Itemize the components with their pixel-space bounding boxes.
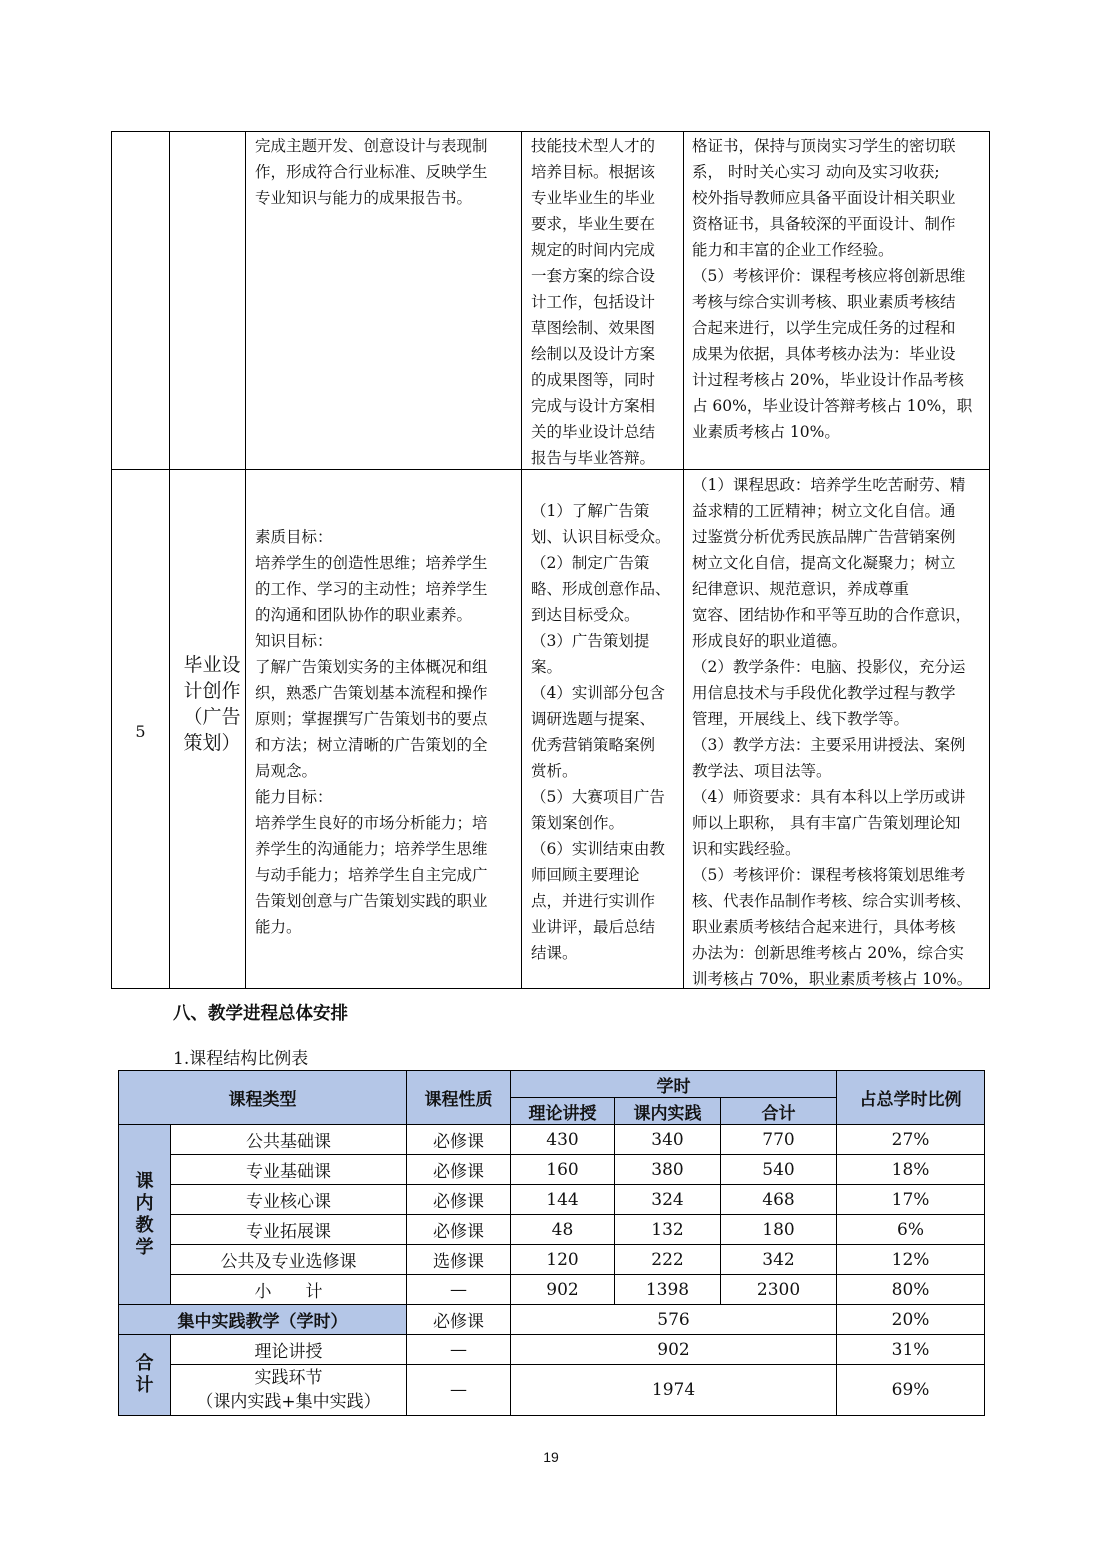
text-line: 的成果图等，同时 [531,371,656,389]
text-line: 报告与毕业答辩。 [531,449,656,467]
header-theory: 理论讲授 [511,1098,615,1125]
table-row [119,1155,985,1185]
cell-nature: 必修课 [407,1155,511,1185]
text-line: 知识目标： [255,632,333,650]
text-line: 点，并进行实训作 [531,892,656,910]
row-b-goals [255,524,517,940]
text-line: 计过程考核占 20%，毕业设计作品考核 [692,371,964,389]
text-line: 草图绘制、效果图 [531,319,656,337]
cell-nature: 必修课 [407,1215,511,1245]
text-line: 业讲评，最后总结 [531,918,656,936]
cell-nature: — [407,1335,511,1365]
text-line: 素质目标： [255,528,333,546]
cell-theory: 144 [511,1185,615,1215]
text-line: 略、形成创意作品、 [531,580,671,598]
page-number: 19 [543,1449,559,1465]
cell-type: 理论讲授 [171,1335,407,1365]
text-line: 系， 时时关心实习 动向及实习收获; [692,163,940,181]
text-line: 专业知识与能力的成果报告书。 [255,189,473,207]
text-line: 与动手能力；培养学生自主完成广 [255,866,488,884]
in-class-group-label: 课内教学 [119,1125,171,1305]
cell-hours: 902 [511,1335,837,1365]
cell-nature: — [407,1365,511,1416]
table-row [119,1185,985,1215]
section-heading: 八、教学进程总体安排 [173,1004,348,1024]
column-divider [521,132,522,988]
text-line: 赏析。 [531,762,578,780]
text-line: 的沟通和团队协作的职业素养。 [255,606,473,624]
table-row [119,1125,985,1155]
text-line: 了解广告策划实务的主体概况和组 [255,658,488,676]
text-line: 专业毕业生的毕业 [531,189,656,207]
text-line: 格证书，保持与顶岗实习学生的密切联 [692,137,956,155]
cell-type-line1: 实践环节 [254,1368,323,1388]
column-divider [169,132,170,988]
text-line: 告策划创意与广告策划实践的职业 [255,892,488,910]
column-divider [245,132,246,988]
header-ratio: 占总学时比例 [837,1071,985,1125]
cell-ratio: 27% [837,1125,985,1155]
text-line: 考核与综合实训考核、职业素质考核结 [692,293,956,311]
cell-total: 770 [721,1125,837,1155]
text-line: 案。 [531,658,563,676]
cell-type: 公共及专业选修课 [171,1245,407,1275]
text-line: （1）了解广告策 [531,502,650,520]
concentrated-practice-label: 集中实践教学（学时） [119,1305,407,1335]
text-line: 训考核占 70%，职业素质考核占 10%。 [692,970,973,988]
text-line: 调研选题与提案、 [531,710,656,728]
text-line: 要求，毕业生要在 [531,215,656,233]
course-name: 毕业设计创作（广告策划） [183,654,241,754]
text-line: 成果为依据，具体考核办法为：毕业设 [692,345,956,363]
text-line: 教学法、项目法等。 [692,762,832,780]
text-line: 职业素质考核结合起来进行，具体考核 [692,918,956,936]
cell-ratio: 18% [837,1155,985,1185]
text-line: 树立文化自信，提高文化凝聚力；树立 [692,554,956,572]
text-line: （2）教学条件：电脑、投影仪，充分运 [692,658,966,676]
cell-type: 小 计 [171,1275,407,1305]
text-line: 纪律意识、规范意识，养成尊重 [692,580,910,598]
text-line: 能力目标： [255,788,333,806]
text-line: （3）教学方法：主要采用讲授法、案例 [692,736,966,754]
text-line: （4）实训部分包含 [531,684,665,702]
text-line: 到达目标受众。 [531,606,640,624]
text-line: 计工作，包括设计 [531,293,656,311]
text-line: 织，熟悉广告策划基本流程和操作 [255,684,488,702]
cell-ratio: 6% [837,1215,985,1245]
cell-theory: 120 [511,1245,615,1275]
text-line: 师回顾主要理论 [531,866,640,884]
cell-ratio: 80% [837,1275,985,1305]
text-line: 用信息技术与手段优化教学过程与教学 [692,684,956,702]
text-line: 核、代表作品制作考核、综合实训考核、 [692,892,972,910]
text-line: 养学生的沟通能力；培养学生思维 [255,840,488,858]
cell-ratio: 17% [837,1185,985,1215]
sub-heading: 1.课程结构比例表 [173,1049,309,1069]
text-line: 识和实践经验。 [692,840,801,858]
text-line: 完成与设计方案相 [531,397,656,415]
text-line: 策划案创作。 [531,814,625,832]
text-line: 校外指导教师应具备平面设计相关职业 [692,189,956,207]
table-row-subtotal [119,1275,985,1305]
text-line: 宽容、团结协作和平等互助的合作意识， [692,606,972,624]
cell-nature: 选修课 [407,1245,511,1275]
cell-total: 468 [721,1185,837,1215]
cell-practice: 1398 [615,1275,721,1305]
text-line: 资格证书，具备较深的平面设计、制作 [692,215,956,233]
cell-theory: 430 [511,1125,615,1155]
text-line: 规定的时间内完成 [531,241,656,259]
text-line: 益求精的工匠精神；树立文化自信。通 [692,502,956,520]
cell-ratio: 12% [837,1245,985,1275]
cell-theory: 902 [511,1275,615,1305]
header-total: 合计 [721,1098,837,1125]
text-line: 能力和丰富的企业工作经验。 [692,241,894,259]
row-b-requirements [692,472,984,992]
text-line: 办法为：创新思维考核占 20%，综合实 [692,944,964,962]
text-line: 业素质考核占 10%。 [692,423,840,441]
cell-practice: 324 [615,1185,721,1215]
table-row [119,1335,985,1365]
text-line: 完成主题开发、创意设计与表现制 [255,137,488,155]
text-line: 过鉴赏分析优秀民族品牌广告营销案例 [692,528,956,546]
cell-total: 2300 [721,1275,837,1305]
header-course-nature: 课程性质 [407,1071,511,1125]
text-line: 优秀营销策略案例 [531,736,656,754]
cell-nature: 必修课 [407,1305,511,1335]
text-line: 师以上职称， 具有丰富广告策划理论知 [692,814,961,832]
text-line: 划、认识目标受众。 [531,528,671,546]
row-a-content [531,133,681,471]
cell-total: 180 [721,1215,837,1245]
cell-type: 专业拓展课 [171,1215,407,1245]
text-line: 管理，开展线上、线下教学等。 [692,710,910,728]
text-line: （6）实训结束由教 [531,840,665,858]
table-row-concentrated-practice [119,1305,985,1335]
row-a-requirements [692,133,984,445]
cell-type-line2: （课内实践+集中实践） [196,1392,381,1412]
cell-ratio: 20% [837,1305,985,1335]
text-line: 局观念。 [255,762,318,780]
course-detail-table [111,131,990,989]
text-line: 培养学生的创造性思维；培养学生 [255,554,488,572]
cell-hours: 1974 [511,1365,837,1416]
cell-total: 540 [721,1155,837,1185]
total-group-label: 合计 [119,1335,171,1416]
cell-total: 342 [721,1245,837,1275]
header-in-class-practice: 课内实践 [615,1098,721,1125]
text-line: 关的毕业设计总结 [531,423,656,441]
text-line: （1）课程思政：培养学生吃苦耐劳、精 [692,476,966,494]
cell-theory: 48 [511,1215,615,1245]
text-line: 结课。 [531,944,578,962]
cell-ratio: 69% [837,1365,985,1416]
cell-practice: 380 [615,1155,721,1185]
table-row [119,1215,985,1245]
text-line: 合起来进行，以学生完成任务的过程和 [692,319,956,337]
cell-practice: 340 [615,1125,721,1155]
text-line: （5）大赛项目广告 [531,788,665,806]
course-structure-ratio-table [118,1070,985,1416]
cell-type: 专业基础课 [171,1155,407,1185]
text-line: 一套方案的综合设 [531,267,656,285]
text-line: （2）制定广告策 [531,554,650,572]
text-line: 能力。 [255,918,302,936]
cell-type: 公共基础课 [171,1125,407,1155]
row-b-content [531,498,681,966]
cell-type [171,1365,407,1416]
text-line: （5）考核评价：课程考核将策划思维考 [692,866,966,884]
text-line: （4）师资要求：具有本科以上学历或讲 [692,788,966,806]
cell-type: 专业核心课 [171,1185,407,1215]
text-line: 的工作、学习的主动性；培养学生 [255,580,488,598]
cell-practice: 132 [615,1215,721,1245]
text-line: 作，形成符合行业标准、反映学生 [255,163,488,181]
text-line: 培养目标。根据该 [531,163,656,181]
cell-practice: 222 [615,1245,721,1275]
cell-hours: 576 [511,1305,837,1335]
row-a-goals [255,133,517,211]
text-line: 培养学生良好的市场分析能力；培 [255,814,488,832]
cell-nature: 必修课 [407,1125,511,1155]
cell-nature: 必修课 [407,1185,511,1215]
text-line: 原则；掌握撰写广告策划书的要点 [255,710,488,728]
text-line: 形成良好的职业道德。 [692,632,848,650]
cell-ratio: 31% [837,1335,985,1365]
cell-theory: 160 [511,1155,615,1185]
header-hours: 学时 [511,1071,837,1098]
header-course-type: 课程类型 [119,1071,407,1125]
course-number: 5 [135,722,146,741]
text-line: 技能技术型人才的 [531,137,656,155]
text-line: 和方法；树立清晰的广告策划的全 [255,736,488,754]
table-row [119,1245,985,1275]
text-line: （5）考核评价：课程考核应将创新思维 [692,267,966,285]
text-line: 绘制以及设计方案 [531,345,656,363]
text-line: （3）广告策划提 [531,632,650,650]
column-divider [683,132,684,988]
cell-nature: — [407,1275,511,1305]
text-line: 占 60%，毕业设计答辩考核占 10%，职 [692,397,973,415]
table-row [119,1365,985,1416]
